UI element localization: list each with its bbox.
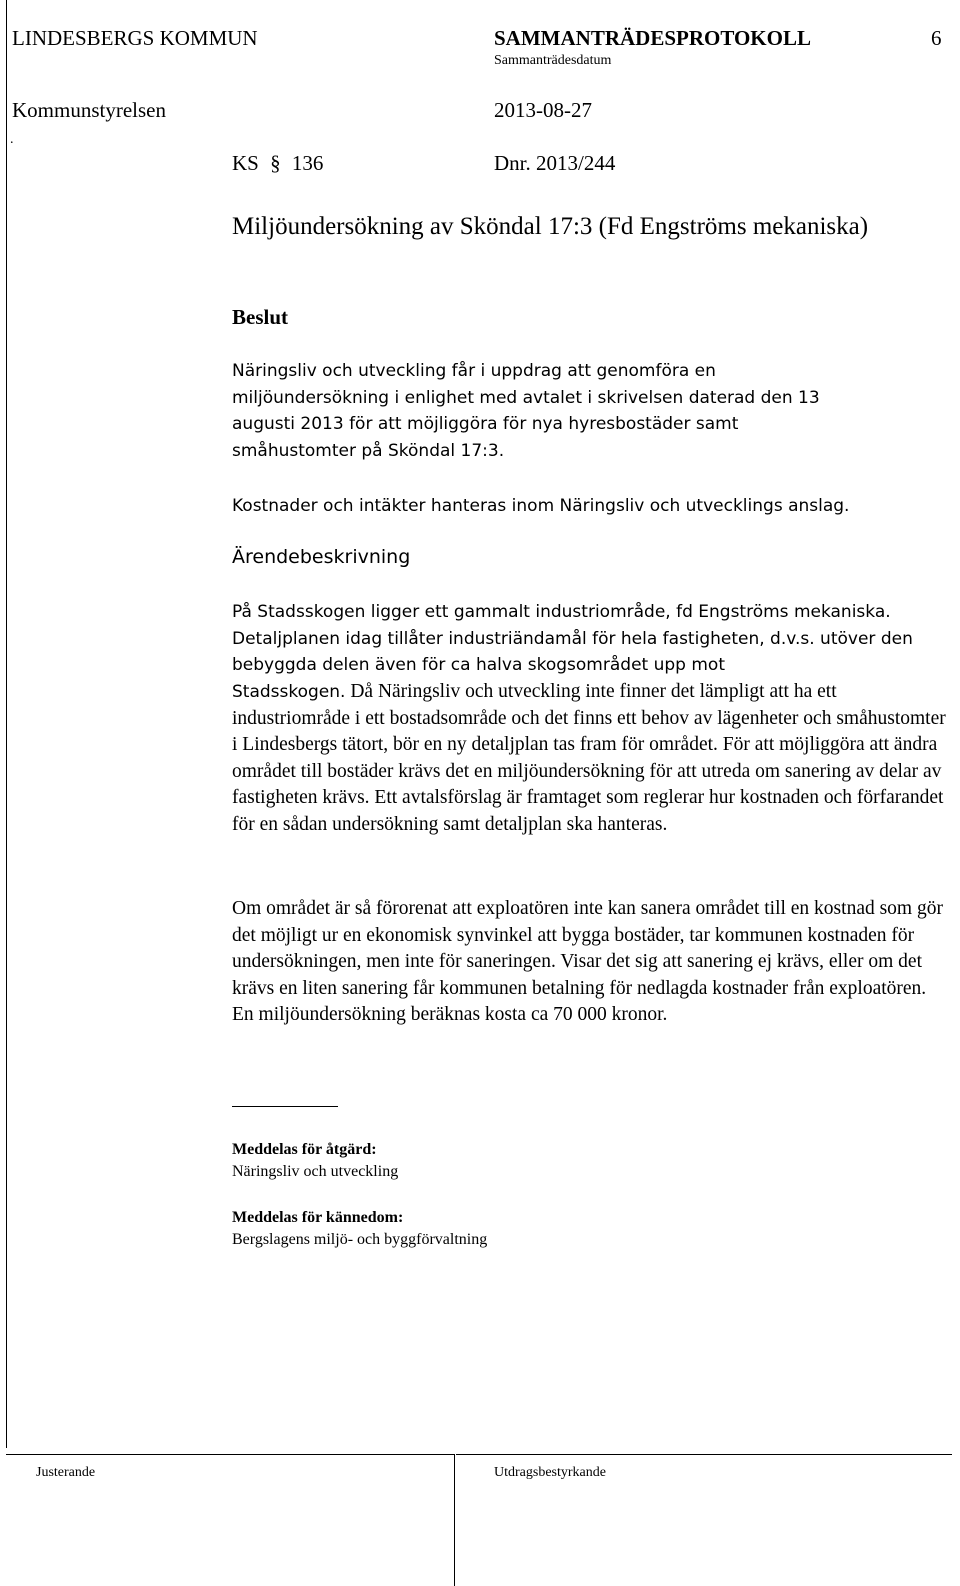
footer-divider [454,1454,455,1586]
info-label: Meddelas för kännedom: [232,1209,404,1226]
section-symbol: § [270,151,281,175]
ks-label: KS [232,151,259,175]
beslut-heading: Beslut [232,305,289,329]
arende-paragraph-2: Om området är så förorenat att exploatören inte kan sanera området till en kostnad som gör det möjligt ur en ekonomisk synvinkel att bygga bostäder, tar kommunen kostnaden för undersökningen, men inte för saneringen. Visar det sig att sanering ej krävs, eller om det krävs en liten sanering får kommunen betalning för nedlagda kostnader från exploatören. En miljöundersökning beräknas kosta ca 70 000 kronor. [232,898,943,1026]
signature-separator [232,1106,338,1107]
footer-rule-right [456,1454,952,1455]
left-margin-rule [6,0,7,1448]
page-number: 6 [931,26,942,50]
ks-number: 136 [291,151,324,175]
diary-number: Dnr. 2013/244 [494,151,616,175]
beslut-paragraph-1: Näringsliv och utveckling får i uppdrag att genomföra en miljöundersökning i enlighet med avtalet i skrivelsen daterad den 13 augusti 2013 för att möjliggöra för nya hyresbostäder samt småhustomter på Sköndal 17:3. [232,361,820,461]
beslut-paragraph-2: Kostnader och intäkter hanteras inom Näringsliv och utvecklings anslag. [232,496,850,516]
arende-paragraph-1b-lead: Stadsskogen. [232,682,346,702]
stray-mark: . [10,132,14,147]
action-label: Meddelas för åtgärd: [232,1141,377,1158]
footer-utdragsbestyrkande: Utdragsbestyrkande [494,1465,606,1480]
footer-rule-left [6,1454,454,1455]
action-recipient: Näringsliv och utveckling [232,1163,399,1180]
committee-name: Kommunstyrelsen [12,98,166,122]
date-label: Sammanträdesdatum [494,53,612,68]
case-reference [232,151,323,175]
info-recipient: Bergslagens miljö- och byggförvaltning [232,1231,488,1248]
page-title: Miljöundersökning av Sköndal 17:3 (Fd Engströms mekaniska) [232,213,869,240]
meeting-date: 2013-08-27 [494,98,592,122]
arende-heading: Ärendebeskrivning [232,546,411,568]
arende-paragraph-1a: På Stadsskogen ligger ett gammalt industriområde, fd Engströms mekaniska. Detaljplanen idag tillåter industriändamål för hela fastigheten, d.v.s. utöver den bebyggda delen även för ca halva skogsområdet upp mot [232,602,913,676]
footer-justerande: Justerande [36,1465,96,1480]
arende-paragraph-1b-text: Då Näringsliv och utveckling inte finner det lämpligt att ha ett industriområde i ett bostadsområde och det finns ett behov av lägenheter och småhustomter i Lindesbergs tätort, bör en ny detaljplan tas fram för området. För att möjliggöra att ändra området till bostäder krävs det en miljöundersökning för att utreda om sanering av delar av fastigheten krävs. Ett avtalsförslag är framtaget som reglerar hur kostnaden och förfarandet för en sådan undersökning samt detaljplan ska hanteras. [232,681,946,835]
protocol-title: SAMMANTRÄDESPROTOKOLL [494,26,811,50]
municipality-name: LINDESBERGS KOMMUN [12,26,258,50]
arende-paragraph-1b [232,679,950,839]
